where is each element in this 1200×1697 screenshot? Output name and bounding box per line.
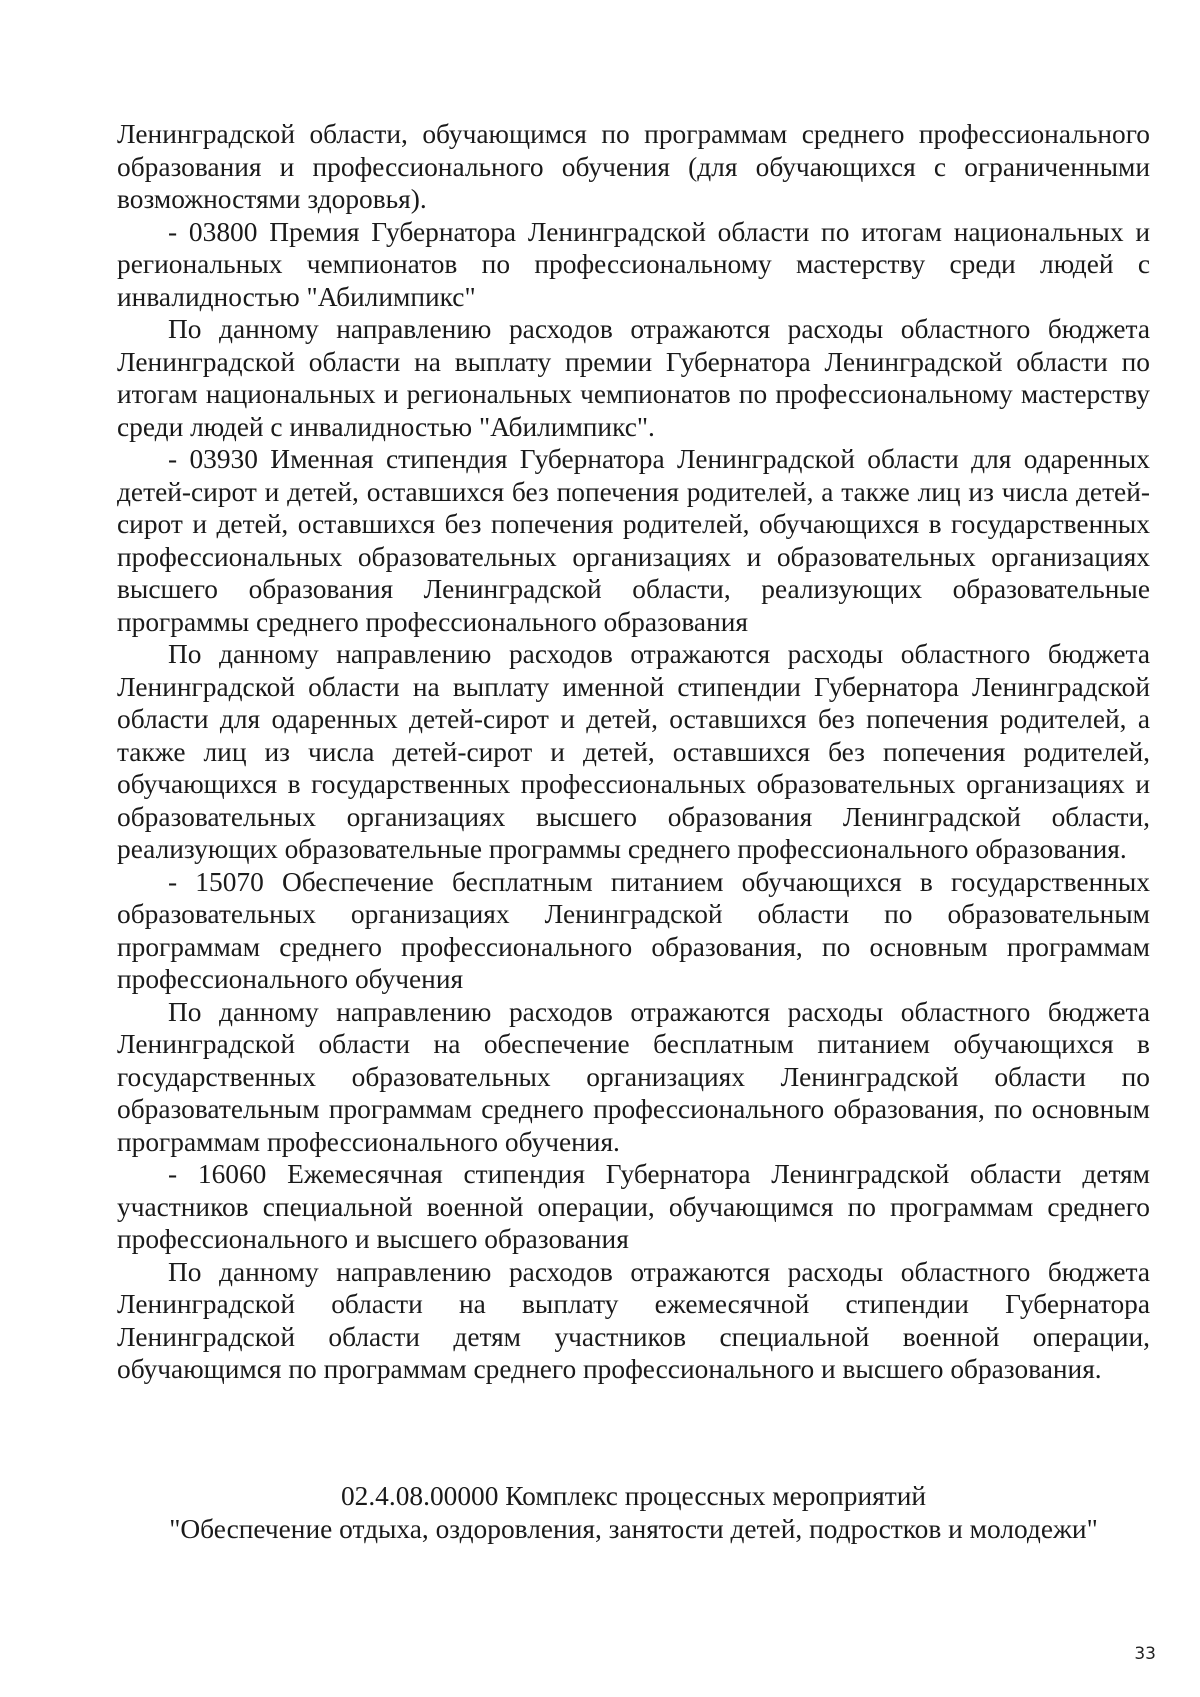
section-heading-line-2: "Обеспечение отдыха, оздоровления, занятости детей, подростков и молодежи" [169, 1514, 1098, 1544]
section-heading-line-1: 02.4.08.00000 Комплекс процессных мероприятий [340, 1481, 927, 1511]
budget-item-16060-title: - 16060 Ежемесячная стипендия Губернатора Ленинградской области детям участников специальной военной операции, обучающимся по программам среднего профессионального и высшего образования [117, 1159, 1150, 1254]
budget-item-03930-title: - 03930 Именная стипендия Губернатора Ленинградской области для одаренных детей-сирот и детей, оставшихся без попечения родителей, а также лиц из числа детей-сирот и детей, оставшихся без попечения родителей, обучающихся в государственных профессиональных образовательных организациях и образовательных организациях высшего образования Ленинградской области, реализующих образовательные программы среднего профессионального образования [117, 444, 1150, 637]
budget-item-15070-description: По данному направлению расходов отражаются расходы областного бюджета Ленинградской области на обеспечение бесплатным питанием обучающихся в государственных образовательных организациях Ленинградской области по образовательным программам среднего профессионального образования, по основным программам профессионального обучения. [117, 996, 1150, 1157]
page-number: 33 [1134, 1644, 1156, 1664]
section-heading [117, 1480, 1150, 1546]
budget-item-16060-description: По данному направлению расходов отражаются расходы областного бюджета Ленинградской области на выплату ежемесячной стипендии Губернатора Ленинградской области детям участников специальной военной операции, обучающимся по программам среднего профессионального и высшего образования. [117, 1256, 1150, 1384]
budget-item-03930-description: По данному направлению расходов отражаются расходы областного бюджета Ленинградской области на выплату именной стипендии Губернатора Ленинградской области для одаренных детей-сирот и детей, оставшихся без попечения родителей, а также лиц из числа детей-сирот и детей, оставшихся без попечения родителей, обучающихся в государственных профессиональных образовательных организациях и образовательных организациях высшего образования Ленинградской области, реализующих образовательные программы среднего профессионального образования. [117, 639, 1150, 864]
paragraph: Ленинградской области, обучающимся по программам среднего профессионального образования и профессионального обучения (для обучающихся с ограниченными возможностями здоровья). [117, 119, 1150, 214]
budget-item-03800-title: - 03800 Премия Губернатора Ленинградской области по итогам национальных и региональных чемпионатов по профессиональному мастерству среди людей с инвалидностью "Абилимпикс" [117, 216, 1150, 312]
document-body [117, 118, 1150, 1386]
budget-item-15070-title: - 15070 Обеспечение бесплатным питанием обучающихся в государственных образовательных организациях Ленинградской области по образовательным программам среднего профессионального образования, по основным программам профессионального обучения [117, 866, 1150, 994]
budget-item-03800-description: По данному направлению расходов отражаются расходы областного бюджета Ленинградской области на выплату премии Губернатора Ленинградской области по итогам национальных и региональных чемпионатов по профессиональному мастерству среди людей с инвалидностью "Абилимпикс". [117, 314, 1150, 442]
